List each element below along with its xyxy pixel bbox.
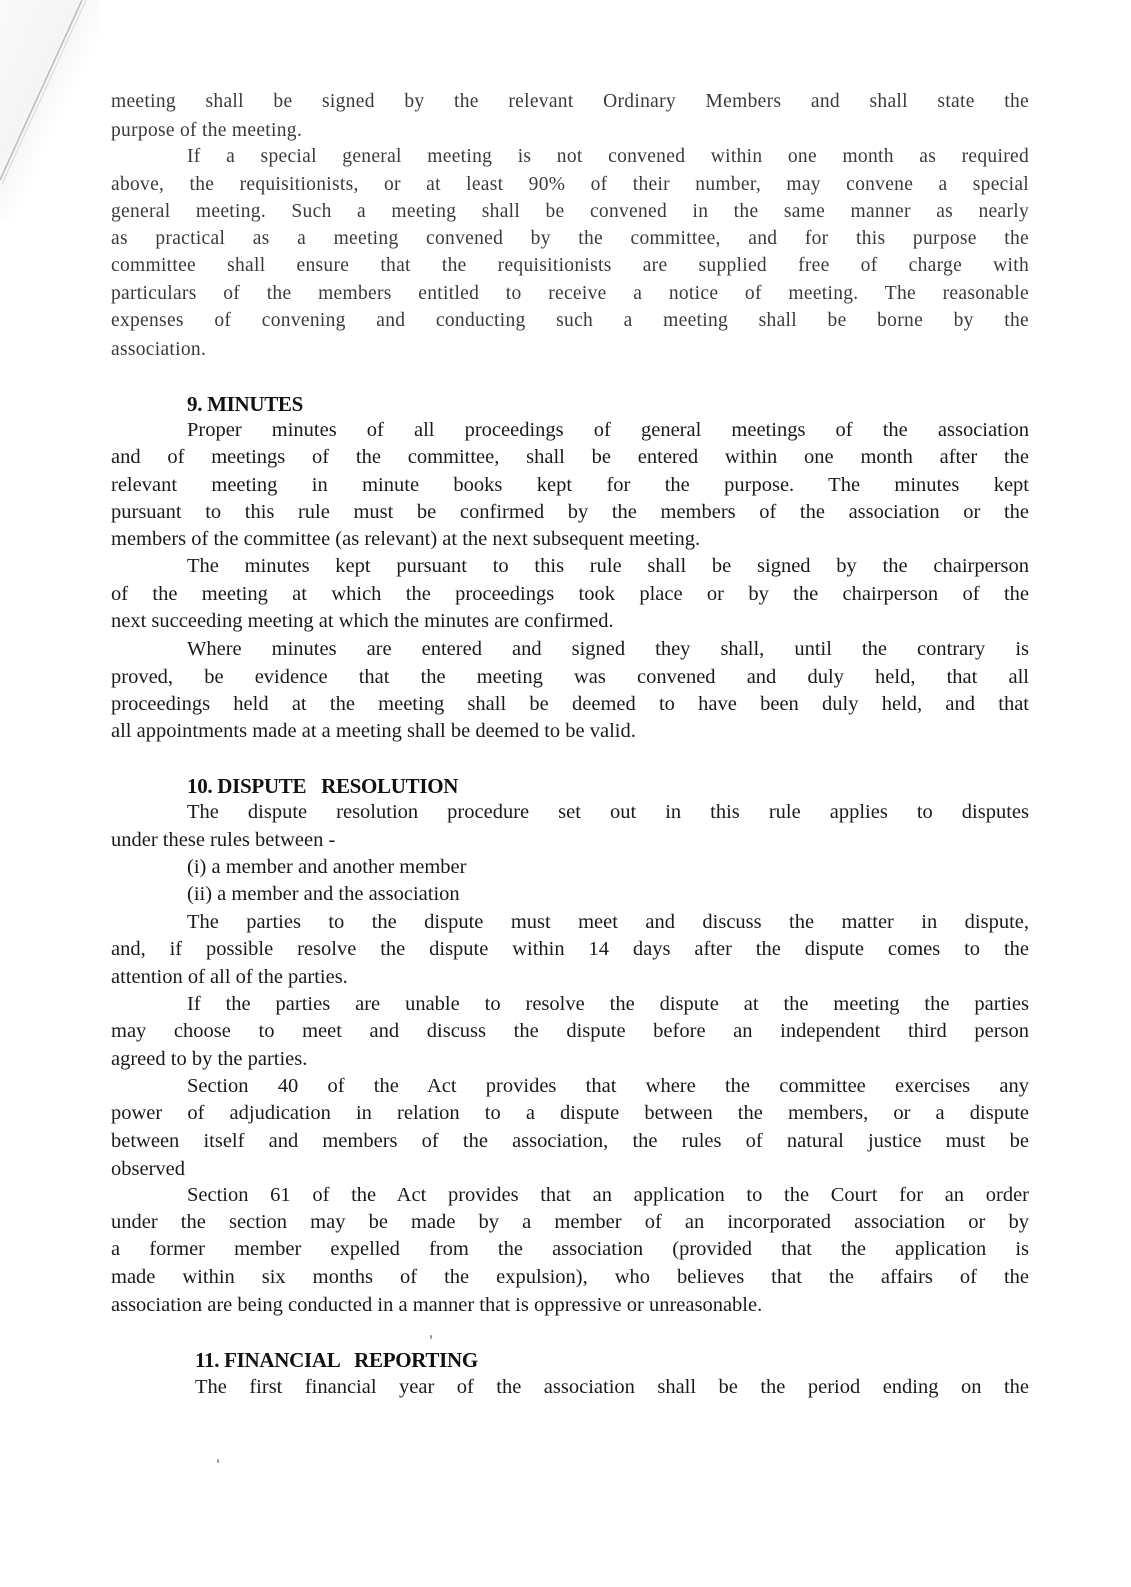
section-10-line-18: association are being conducted in a manner that is oppressive or unreasonable. bbox=[111, 1294, 763, 1316]
section-9-line-7: next succeeding meeting at which the minutes are confirmed. bbox=[111, 610, 614, 632]
section-10-line-11: power of adjudication in relation to a dispute between the members, or a dispute bbox=[111, 1102, 1029, 1124]
section-10-line-1: under these rules between - bbox=[111, 829, 336, 851]
intro-line-8: expenses of convening and conducting such a meeting shall be borne by the bbox=[111, 310, 1029, 331]
section-10-line-16: a former member expelled from the association (provided that the application is bbox=[111, 1238, 1029, 1260]
section-9-line-6: of the meeting at which the proceedings took place or by the chairperson of the bbox=[111, 583, 1029, 605]
section-9-line-11: all appointments made at a meeting shall be deemed to be valid. bbox=[111, 720, 636, 742]
section-10-line-0: The dispute resolution procedure set out in this rule applies to disputes bbox=[187, 801, 1029, 823]
intro-line-4: general meeting. Such a meeting shall be convened in the same manner as nearly bbox=[111, 201, 1029, 222]
intro-line-1: purpose of the meeting. bbox=[111, 120, 303, 141]
intro-line-6: committee shall ensure that the requisitionists are supplied free of charge with bbox=[111, 255, 1029, 276]
section-10-line-12: between itself and members of the association, the rules of natural justice must be bbox=[111, 1130, 1029, 1152]
intro-line-5: as practical as a meeting convened by the committee, and for this purpose the bbox=[111, 228, 1029, 249]
intro-line-7: particulars of the members entitled to receive a notice of meeting. The reasonable bbox=[111, 283, 1029, 304]
section-9-line-3: pursuant to this rule must be confirmed by the members of the association or the bbox=[111, 501, 1029, 523]
intro-line-3: above, the requisitionists, or at least 90% of their number, may convene a special bbox=[111, 174, 1029, 195]
intro-line-2: If a special general meeting is not convened within one month as required bbox=[187, 146, 1029, 167]
section-10-line-6: attention of all of the parties. bbox=[111, 966, 348, 988]
section-10-line-7: If the parties are unable to resolve the dispute at the meeting the parties bbox=[187, 993, 1029, 1015]
section-10-line-10: Section 40 of the Act provides that where the committee exercises any bbox=[187, 1075, 1029, 1097]
section-9-heading: 9. MINUTES bbox=[187, 392, 304, 416]
intro-line-9: association. bbox=[111, 339, 207, 360]
section-9-line-9: proved, be evidence that the meeting was convened and duly held, that all bbox=[111, 666, 1029, 688]
section-9-line-10: proceedings held at the meeting shall be deemed to have been duly held, and that bbox=[111, 693, 1029, 715]
section-9-line-4: members of the committee (as relevant) at the next subsequent meeting. bbox=[111, 528, 701, 550]
scan-speck bbox=[430, 1335, 432, 1339]
section-10-line-3: (ii) a member and the association bbox=[187, 883, 460, 905]
section-9-line-2: relevant meeting in minute books kept for the purpose. The minutes kept bbox=[111, 474, 1029, 496]
section-10-line-13: observed bbox=[111, 1158, 186, 1180]
section-10-heading: 10. DISPUTE RESOLUTION bbox=[187, 774, 459, 798]
section-10-line-14: Section 61 of the Act provides that an application to the Court for an order bbox=[187, 1184, 1029, 1206]
section-10-line-9: agreed to by the parties. bbox=[111, 1048, 308, 1070]
section-10-line-15: under the section may be made by a member of an incorporated association or by bbox=[111, 1211, 1029, 1233]
section-10-line-17: made within six months of the expulsion), who believes that the affairs of the bbox=[111, 1266, 1029, 1288]
section-10-line-2: (i) a member and another member bbox=[187, 856, 467, 878]
intro-line-0: meeting shall be signed by the relevant Ordinary Members and shall state the bbox=[111, 91, 1029, 112]
section-11-line-0: The first financial year of the association shall be the period ending on the bbox=[195, 1376, 1029, 1398]
section-10-line-8: may choose to meet and discuss the dispute before an independent third person bbox=[111, 1020, 1029, 1042]
section-9-line-1: and of meetings of the committee, shall be entered within one month after the bbox=[111, 446, 1029, 468]
section-10-line-4: The parties to the dispute must meet and discuss the matter in dispute, bbox=[187, 911, 1029, 933]
section-9-line-5: The minutes kept pursuant to this rule shall be signed by the chairperson bbox=[187, 555, 1029, 577]
section-9-line-0: Proper minutes of all proceedings of general meetings of the association bbox=[187, 419, 1029, 441]
page-fold-line-icon bbox=[0, 0, 90, 200]
section-10-line-5: and, if possible resolve the dispute within 14 days after the dispute comes to the bbox=[111, 938, 1029, 960]
section-9-line-8: Where minutes are entered and signed they shall, until the contrary is bbox=[187, 638, 1029, 660]
scan-speck bbox=[217, 1459, 219, 1463]
section-11-heading: 11. FINANCIAL REPORTING bbox=[195, 1348, 478, 1372]
